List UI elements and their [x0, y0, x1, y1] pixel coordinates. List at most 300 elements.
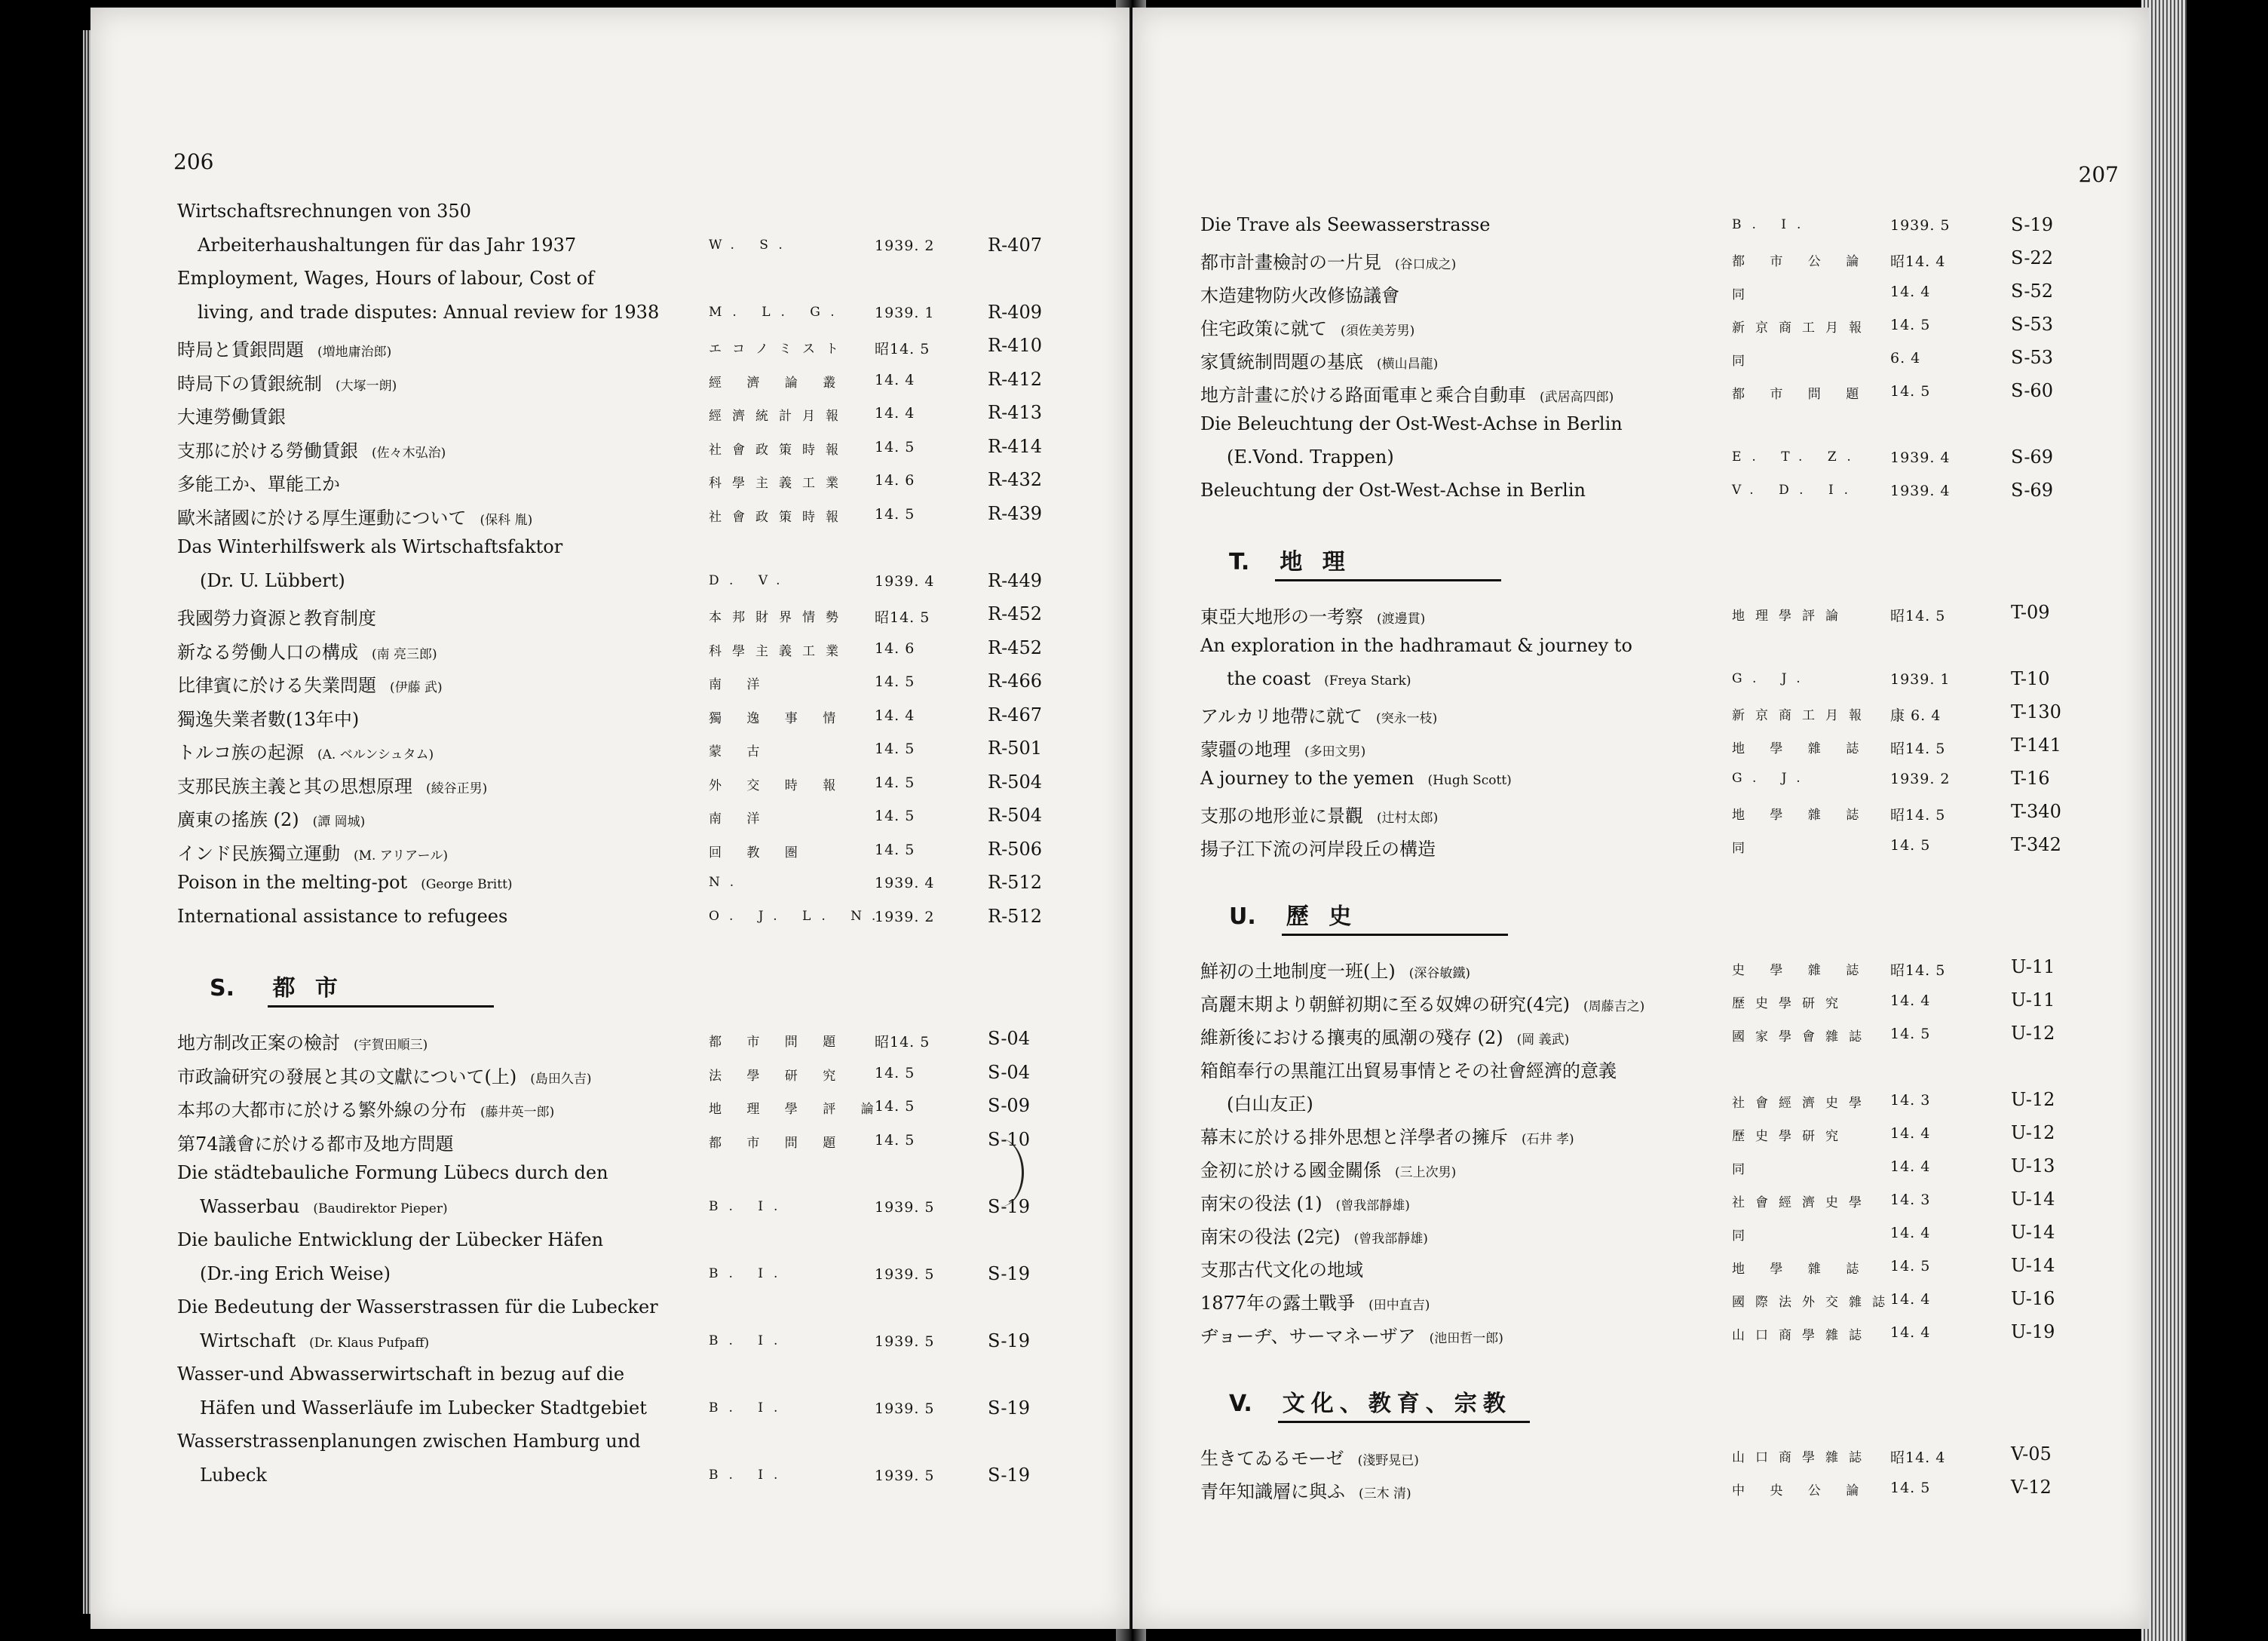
entry-code: S-19	[988, 1262, 1030, 1284]
entry-source: M. L. G.	[709, 304, 845, 320]
entry-title: A journey to the yemen (Hugh Scott)	[1200, 768, 1512, 789]
entry-author: (南 亮三郎)	[372, 646, 437, 662]
index-entry	[90, 530, 1129, 564]
entry-source: エコノミスト	[709, 342, 849, 357]
index-entry	[1132, 241, 2149, 275]
entry-author: (George Britt)	[421, 877, 513, 892]
entry-date: 14. 5	[875, 808, 915, 824]
entry-date: 14. 4	[1890, 1324, 1931, 1341]
entry-source: 同	[1732, 841, 1755, 856]
section-heading	[1132, 1348, 2149, 1437]
entry-source: 南 洋	[709, 677, 771, 692]
index-entry	[90, 1089, 1129, 1123]
entry-date: 14. 5	[1890, 1258, 1931, 1274]
index-entry	[90, 1290, 1129, 1324]
entry-date: 14. 4	[1890, 1225, 1931, 1241]
entry-title: 南宋の役法 (2完) (曾我部靜雄)	[1200, 1226, 1428, 1247]
entry-source: 歷史學研究	[1732, 1129, 1849, 1144]
entry-title: (E.Vond. Trappen)	[1227, 446, 1394, 468]
index-entry	[1132, 341, 2149, 374]
entry-title: Wasserstrassenplanungen zwischen Hamburg und	[177, 1431, 641, 1452]
index-entry	[1132, 1083, 2149, 1116]
entry-title: 幕末に於ける排外思想と洋學者の擁斥 (石井 孝)	[1200, 1127, 1574, 1148]
index-entry	[1132, 1050, 2149, 1083]
entry-source: W. S.	[709, 237, 793, 253]
entry-code: S-10	[988, 1128, 1030, 1150]
entry-code: R-504	[988, 771, 1042, 793]
entry-source: G. J.	[1732, 771, 1811, 786]
index-entry	[1132, 440, 2149, 474]
entry-title: 新なる勞働人口の構成 (南 亮三郎)	[177, 641, 437, 663]
entry-title: 地方計畫に於ける路面電車と乘合自動車 (武居高四郎)	[1200, 385, 1614, 406]
index-entry	[1132, 308, 2149, 341]
entry-source: 都 市 問 題	[709, 1035, 847, 1050]
entry-date: 14. 5	[1890, 317, 1931, 333]
entry-date: 14. 5	[1890, 1480, 1931, 1496]
index-entry	[1132, 1116, 2149, 1149]
entry-date: 1939. 2	[875, 237, 935, 254]
entry-date: 1939. 4	[1890, 483, 1951, 499]
entry-date: 1939. 2	[1890, 771, 1951, 787]
entry-author: (増地庸治郎)	[317, 345, 392, 360]
entry-title: Beleuchtung der Ost-West-Achse in Berlin	[1200, 480, 1586, 501]
entry-date: 1939. 4	[875, 875, 935, 891]
entry-title: 蒙疆の地理 (多田文男)	[1200, 739, 1366, 760]
index-entry	[1132, 695, 2149, 728]
entry-date: 昭14. 5	[1890, 807, 1946, 824]
entry-code: S-60	[2011, 380, 2053, 401]
entry-source: B. I.	[709, 1467, 789, 1483]
entry-code: S-19	[988, 1195, 1030, 1217]
entry-source: 地 學 雜 誌	[1732, 741, 1870, 756]
entry-date: 14. 3	[1890, 1092, 1931, 1109]
entry-author: (大塚一朗)	[336, 378, 397, 394]
index-entry	[90, 262, 1129, 296]
entry-title: ヂョーヂ、サーマネーザア (池田哲一郎)	[1200, 1326, 1503, 1347]
entry-source: 經 濟 論 叢	[709, 375, 847, 391]
entry-source: G. J.	[1732, 671, 1811, 686]
entry-code: R-412	[988, 368, 1042, 390]
entry-source: O. J. L. N.	[709, 908, 887, 924]
entry-title: 維新後における攘夷的風潮の殘存 (2) (岡 義武)	[1200, 1027, 1570, 1048]
entry-author: (曾我部靜雄)	[1353, 1232, 1428, 1247]
index-entry	[1132, 1437, 2149, 1471]
entry-author: (岡 義武)	[1516, 1032, 1570, 1047]
index-entry	[90, 195, 1129, 229]
index-entry	[90, 329, 1129, 363]
index-entry	[1132, 1249, 2149, 1282]
index-entry	[90, 833, 1129, 867]
entry-title: 住宅政策に就て (須佐美芳男)	[1200, 318, 1415, 339]
entry-date: 6. 4	[1890, 350, 1921, 367]
entry-code: R-409	[988, 301, 1042, 323]
entry-author: (周藤吉之)	[1583, 999, 1645, 1014]
entry-code: S-53	[2011, 314, 2053, 335]
entry-date: 14. 4	[875, 707, 915, 724]
index-entry	[1132, 208, 2149, 241]
entry-source: 都 市 問 題	[1732, 387, 1870, 402]
entry-code: S-19	[988, 1330, 1030, 1351]
entry-author: (保科 胤)	[480, 512, 533, 528]
section-heading	[90, 933, 1129, 1022]
entry-author: (譚 岡城)	[312, 814, 366, 830]
entry-date: 14. 5	[875, 1064, 915, 1081]
entry-source: 獨 逸 事 情	[709, 710, 847, 726]
entry-code: R-504	[988, 805, 1042, 826]
entry-title: Die städtebauliche Formung Lübecs durch den	[177, 1162, 608, 1183]
entry-title: 箱館奉行の黒龍江出貿易事情とその社會經濟的意義	[1200, 1060, 1617, 1081]
entry-author: (池田哲一郎)	[1429, 1331, 1503, 1346]
entry-code: R-452	[988, 603, 1042, 624]
entry-code: S-69	[2011, 480, 2053, 501]
index-entry	[1132, 795, 2149, 828]
index-entry	[1132, 1315, 2149, 1348]
entry-title: 都市計畫檢討の一片見 (谷口成之)	[1200, 252, 1457, 273]
index-entry	[90, 229, 1129, 262]
entry-title: (Dr. U. Lübbert)	[200, 569, 345, 591]
section-letter: T.	[1229, 549, 1250, 575]
entry-title: 南宋の役法 (1) (曾我部靜雄)	[1200, 1193, 1410, 1214]
index-entry	[90, 430, 1129, 464]
section-heading	[1132, 507, 2149, 596]
section-title: 都 市	[268, 969, 494, 1008]
entry-code: U-16	[2011, 1288, 2055, 1309]
section-letter: S.	[210, 975, 235, 1001]
entry-source: 山口商學雜誌	[1732, 1450, 1872, 1465]
entry-code: R-413	[988, 402, 1042, 423]
entry-author: (A. ベルンシュタム)	[317, 747, 434, 762]
entry-title: (白山友正)	[1227, 1093, 1313, 1115]
entry-code: R-432	[988, 469, 1042, 490]
entry-title: 時局と賃銀問題 (増地庸治郎)	[177, 339, 392, 360]
entry-code: U-19	[2011, 1321, 2055, 1342]
entry-author: (Baudirektor Pieper)	[313, 1201, 448, 1216]
entry-title: 市政論研究の發展と其の文獻について(上) (島田久吉)	[177, 1066, 592, 1087]
entry-source: B. I.	[709, 1400, 789, 1416]
entry-date: 1939. 5	[875, 1400, 935, 1417]
entry-date: 14. 4	[1890, 1291, 1931, 1308]
entry-source: B. I.	[1732, 217, 1812, 232]
entry-source: 科學主義工業	[709, 476, 849, 491]
entry-code: U-14	[2011, 1189, 2055, 1210]
entry-author: (三上次男)	[1395, 1165, 1457, 1180]
entry-title: 獨逸失業者數(13年中)	[177, 708, 360, 730]
entry-author: (Freya Stark)	[1324, 673, 1411, 689]
entry-author: (Hugh Scott)	[1427, 773, 1512, 788]
entry-date: 14. 5	[1890, 837, 1931, 854]
entry-title: 1877年の露土戰爭 (田中直吉)	[1200, 1293, 1430, 1314]
entry-code: R-410	[988, 335, 1042, 356]
entry-author: (辻村太郎)	[1377, 811, 1439, 826]
entry-title: Wasser-und Abwasserwirtschaft in bezug auf die	[177, 1363, 625, 1385]
index-entry	[90, 597, 1129, 631]
entry-title: Poison in the melting-pot (George Britt)	[177, 872, 513, 893]
entry-date: 1939. 4	[875, 572, 935, 590]
entry-code: S-04	[988, 1061, 1030, 1083]
entry-date: 1939. 1	[1890, 671, 1951, 688]
entry-author: (宇賀田順三)	[354, 1038, 428, 1053]
entry-code: S-19	[988, 1397, 1030, 1419]
entry-author: (Dr. Klaus Pufpaff)	[309, 1335, 430, 1351]
entry-source: 經濟統計月報	[709, 409, 849, 424]
entry-title: 支那の地形並に景觀 (辻村太郎)	[1200, 805, 1439, 827]
entry-date: 昭14. 4	[1890, 253, 1946, 270]
entry-source: 蒙 古	[709, 744, 771, 759]
entry-date: 14. 6	[875, 640, 915, 657]
entry-source: 中 央 公 論	[1732, 1483, 1870, 1498]
entry-code: R-501	[988, 738, 1042, 759]
index-entry	[90, 564, 1129, 598]
entry-date: 14. 4	[1890, 992, 1931, 1009]
entry-source: 回 教 圏	[709, 845, 808, 860]
entry-title: 高麗末期より朝鮮初期に至る奴婢の研究(4完) (周藤吉之)	[1200, 994, 1645, 1015]
entry-source: 都 市 問 題	[709, 1135, 847, 1151]
index-entry	[90, 1123, 1129, 1157]
entry-source: B. I.	[709, 1198, 789, 1214]
entry-title: International assistance to refugees	[177, 905, 508, 927]
index-entry	[1132, 275, 2149, 308]
entry-source: 都 市 公 論	[1732, 254, 1870, 269]
entry-source: 山口商學雜誌	[1732, 1328, 1872, 1343]
entry-code: S-19	[988, 1464, 1030, 1486]
entry-title: 大連勞働賃銀	[177, 406, 286, 428]
entry-code: S-69	[2011, 446, 2053, 468]
entry-source: 南 洋	[709, 811, 771, 827]
section-title: 文化、教育、宗教	[1278, 1385, 1530, 1423]
entry-code: R-414	[988, 435, 1042, 457]
index-entry	[1132, 1282, 2149, 1315]
pen-annotation	[976, 1139, 1024, 1207]
entry-date: 14. 5	[1890, 1026, 1931, 1042]
entry-author: (石井 孝)	[1522, 1132, 1574, 1147]
entry-code: R-452	[988, 636, 1042, 658]
index-entry	[90, 1257, 1129, 1291]
entry-code: U-12	[2011, 1023, 2055, 1044]
section-title: 地 理	[1275, 543, 1501, 581]
entry-date: 昭14. 5	[1890, 741, 1946, 757]
entry-date: 14. 5	[875, 1098, 915, 1115]
entry-title: 支那古代文化の地域	[1200, 1259, 1363, 1281]
entry-title: 家賃統制問題の基底 (横山昌龍)	[1200, 351, 1439, 373]
entry-code: U-11	[2011, 956, 2055, 977]
index-entry	[90, 1391, 1129, 1425]
entry-source: 科學主義工業	[709, 643, 849, 659]
index-entry	[90, 799, 1129, 833]
section-heading	[1132, 861, 2149, 950]
entry-code: R-407	[988, 234, 1042, 256]
index-entry	[90, 1324, 1129, 1358]
entry-code: S-22	[2011, 247, 2053, 268]
index-entry	[1132, 1149, 2149, 1182]
section-letter: U.	[1229, 903, 1256, 930]
entry-source: 本邦財界情勢	[709, 610, 849, 625]
entry-code: U-14	[2011, 1255, 2055, 1276]
index-entry	[90, 1458, 1129, 1492]
entry-source: 社會政策時報	[709, 509, 849, 525]
entry-author: (須佐美芳男)	[1341, 324, 1415, 339]
entry-title: 歐米諸國に於ける厚生運動について (保科 胤)	[177, 507, 533, 529]
entry-source: V. D. I.	[1732, 483, 1859, 498]
entry-code: V-05	[2011, 1443, 2052, 1465]
entry-source: 社會經濟史學	[1732, 1096, 1872, 1111]
entry-author: (M. アリアール)	[354, 848, 448, 863]
index-entry	[1132, 1216, 2149, 1249]
entry-source: 國際法外交雜誌	[1732, 1295, 1896, 1310]
entry-title: 多能工か、單能工か	[177, 474, 340, 495]
entry-title: Wasserbau (Baudirektor Pieper)	[200, 1195, 448, 1217]
entry-title: Wirtschaftsrechnungen von 350	[177, 201, 471, 222]
entry-date: 14. 5	[875, 438, 915, 455]
entry-source: 地 學 雜 誌	[1732, 1262, 1870, 1277]
entry-code: T-130	[2011, 701, 2061, 722]
entry-date: 14. 5	[875, 1131, 915, 1149]
entry-source: B. I.	[709, 1265, 789, 1281]
index-entry	[1132, 728, 2149, 762]
entry-date: 14. 4	[1890, 1158, 1931, 1175]
index-entry	[90, 765, 1129, 799]
index-entry	[90, 1190, 1129, 1224]
section-title: 歷 史	[1282, 897, 1508, 936]
entry-source: 同	[1732, 1228, 1755, 1244]
entry-source: 地 學 雜 誌	[1732, 808, 1870, 823]
entry-source: 外 交 時 報	[709, 778, 847, 793]
entry-code: T-16	[2011, 768, 2050, 789]
entry-code: S-19	[2011, 214, 2053, 235]
entry-code: U-12	[2011, 1122, 2055, 1143]
entry-title: Employment, Wages, Hours of labour, Cost of	[177, 268, 594, 289]
page-number: 206	[173, 149, 214, 174]
entry-code: R-467	[988, 704, 1042, 725]
entry-title: Das Winterhilfswerk als Wirtschaftsfaktor	[177, 536, 563, 557]
entry-title: Lubeck	[200, 1464, 267, 1486]
entry-title: 比律賓に於ける失業問題 (伊藤 武)	[177, 675, 443, 696]
index-entry	[90, 1357, 1129, 1391]
index-entry	[1132, 596, 2149, 629]
entry-source: B. I.	[709, 1333, 789, 1348]
entry-title: Die bauliche Entwicklung der Lübecker Häfen	[177, 1229, 604, 1250]
entry-code: R-449	[988, 569, 1042, 591]
entry-date: 1939. 5	[875, 1467, 935, 1484]
entry-code: U-13	[2011, 1155, 2055, 1176]
entry-title: 鮮初の土地制度一班(上) (深谷敏鐵)	[1200, 961, 1470, 982]
index-entry	[1132, 1017, 2149, 1050]
entry-code: R-512	[988, 872, 1042, 893]
entry-source: 歷史學研究	[1732, 996, 1849, 1011]
entry-author: (横山昌龍)	[1377, 357, 1439, 372]
index-entry	[90, 1425, 1129, 1458]
entry-source: E. T. Z.	[1732, 449, 1862, 465]
entry-date: 14. 5	[875, 841, 915, 858]
entry-code: R-466	[988, 670, 1042, 692]
entry-author: (武居高四郎)	[1540, 390, 1614, 405]
entry-author: (田中直吉)	[1368, 1298, 1430, 1313]
index-entry	[90, 1223, 1129, 1257]
index-entry	[1132, 983, 2149, 1017]
entry-date: 1939. 5	[1890, 217, 1951, 234]
entry-date: 14. 4	[1890, 1125, 1931, 1142]
entry-code: R-506	[988, 838, 1042, 860]
entry-title: Die Bedeutung der Wasserstrassen für die Lubecker	[177, 1296, 658, 1317]
entry-date: 昭14. 4	[1890, 1449, 1946, 1466]
entry-date: 14. 5	[875, 505, 915, 523]
entry-source: 地 理 學 評 論	[709, 1102, 884, 1117]
entry-code: T-342	[2011, 834, 2061, 855]
entry-title: 廣東の搖族 (2) (譚 岡城)	[177, 809, 366, 830]
entry-author: (三木 清)	[1359, 1486, 1411, 1501]
entry-title: 生きてゐるモーゼ (淺野晃已)	[1200, 1448, 1419, 1469]
entry-code: R-439	[988, 502, 1042, 524]
entry-date: 14. 3	[1890, 1192, 1931, 1208]
index-entry	[1132, 950, 2149, 983]
entry-title: 第74議會に於ける都市及地方問題	[177, 1133, 454, 1155]
entry-code: T-09	[2011, 602, 2050, 623]
entry-source: 史 學 雜 誌	[1732, 963, 1870, 978]
entry-date: 14. 4	[875, 405, 915, 422]
index-entry	[90, 363, 1129, 397]
right-page	[1132, 8, 2149, 1629]
entry-source: N.	[709, 875, 745, 890]
entry-source: 國家學會雜誌	[1732, 1029, 1872, 1044]
entry-list	[90, 195, 1129, 1492]
entry-source: 同	[1732, 354, 1755, 369]
entry-title: 本邦の大都市に於ける繁外線の分布 (藤井英一郎)	[177, 1100, 555, 1121]
entry-list	[1132, 208, 2149, 1504]
entry-title: the coast (Freya Stark)	[1227, 668, 1411, 689]
entry-code: S-09	[988, 1095, 1030, 1116]
entry-code: U-11	[2011, 989, 2055, 1011]
entry-author: (伊藤 武)	[390, 680, 443, 695]
entry-title: Wirtschaft (Dr. Klaus Pufpaff)	[200, 1330, 430, 1351]
entry-date: 14. 4	[875, 371, 915, 388]
entry-author: (藤井英一郎)	[480, 1105, 555, 1120]
index-entry	[1132, 374, 2149, 407]
entry-code: S-52	[2011, 281, 2053, 302]
entry-author: (深谷敏鐵)	[1408, 966, 1470, 981]
entry-date: 昭14. 5	[875, 609, 930, 626]
entry-date: 14. 6	[875, 472, 915, 489]
entry-source: 新京商工月報	[1732, 708, 1872, 723]
entry-source: D. V.	[709, 572, 791, 588]
index-entry	[1132, 662, 2149, 695]
page-number: 207	[2078, 162, 2119, 187]
entry-source: 法 學 研 究	[709, 1068, 847, 1084]
entry-date: 1939. 2	[875, 908, 935, 925]
index-entry	[1132, 828, 2149, 861]
entry-title: 我國勞力資源と教育制度	[177, 608, 376, 629]
entry-title: インド民族獨立運動 (M. アリアール)	[177, 842, 448, 864]
entry-source: 同	[1732, 287, 1755, 302]
entry-date: 昭14. 5	[1890, 962, 1946, 979]
entry-title: (Dr.-ing Erich Weise)	[200, 1262, 391, 1284]
entry-date: 1939. 5	[875, 1265, 935, 1283]
entry-author: (渡邊貫)	[1377, 612, 1426, 627]
index-entry	[90, 900, 1129, 934]
entry-code: U-12	[2011, 1089, 2055, 1110]
entry-date: 1939. 5	[875, 1333, 935, 1350]
entry-code: V-12	[2011, 1477, 2052, 1498]
entry-title: Häfen und Wasserläufe im Lubecker Stadtgebiet	[200, 1397, 647, 1419]
entry-date: 1939. 5	[875, 1198, 935, 1216]
entry-title: 支那に於ける勞働賃銀 (佐々木弘治)	[177, 440, 446, 462]
index-entry	[90, 1156, 1129, 1190]
entry-code: T-340	[2011, 801, 2061, 822]
entry-title: 支那民族主義と其の思想原理 (綾谷正男)	[177, 775, 488, 797]
entry-title: 金初に於ける國金關係 (三上次男)	[1200, 1160, 1457, 1181]
entry-date: 1939. 4	[1890, 449, 1951, 466]
left-page	[90, 8, 1129, 1629]
entry-title: Die Trave als Seewasserstrasse	[1200, 214, 1491, 235]
entry-author: (突永一枝)	[1376, 711, 1438, 726]
